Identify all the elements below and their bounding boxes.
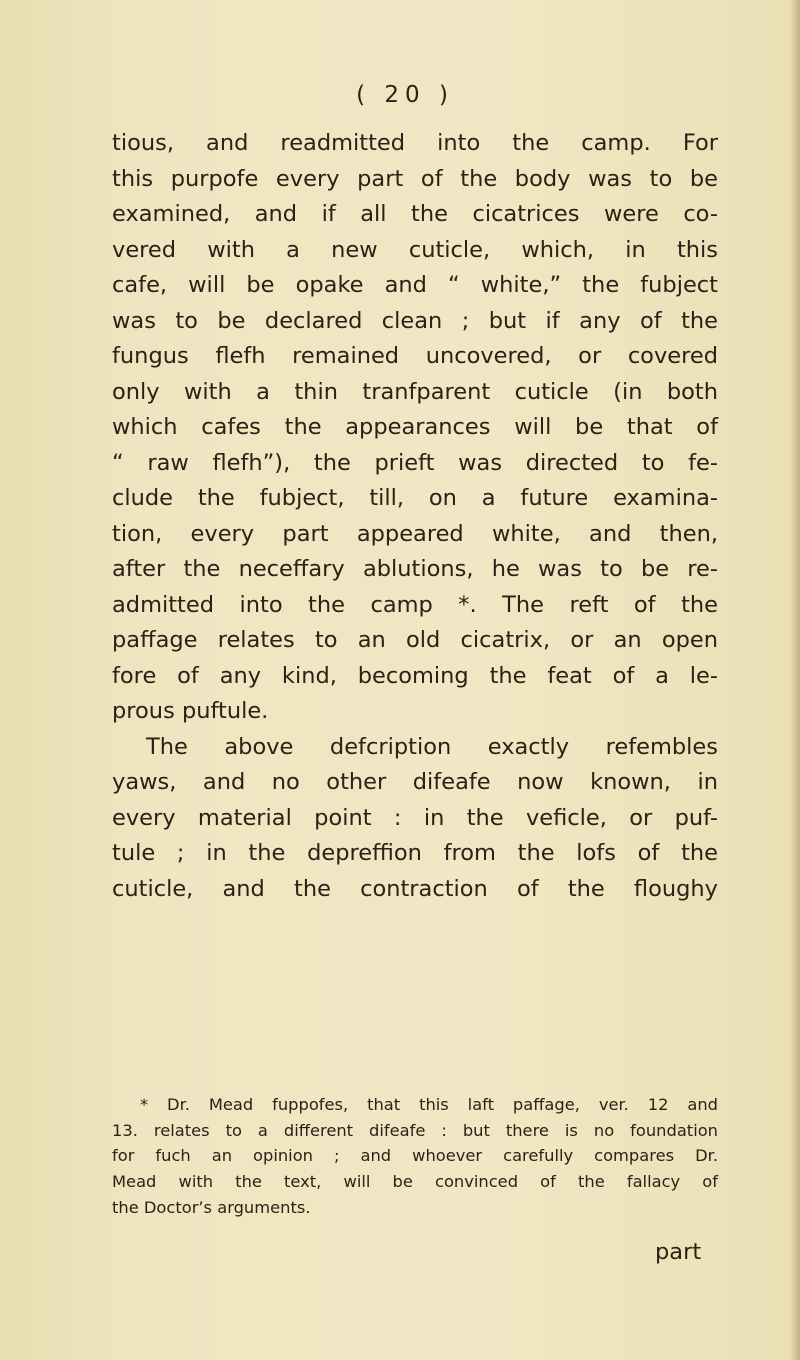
text-line: cuticle, and the contraction of the floughy [112, 875, 718, 902]
text-line: yaws, and no other difeafe now known, in [112, 769, 718, 795]
footnote-block [112, 1092, 718, 1221]
text-line: clude the fubject, till, on a future examina- [112, 485, 718, 511]
page-edge-shadow [790, 0, 800, 1360]
text-line: examined, and if all the cicatrices were co- [112, 201, 718, 227]
paragraph-end-line: prous puftule. [112, 698, 269, 724]
footnote-line: * Dr. Mead fuppofes, that this laft paffage, ver. 12 and [140, 1095, 718, 1114]
page-number-header: ( 20 ) [356, 82, 454, 108]
paragraph-start-line: The above defcription exactly refembles [146, 733, 718, 760]
catchword: part [655, 1239, 702, 1265]
text-line: after the neceffary ablutions, he was to be re- [112, 556, 718, 582]
text-line: this purpofe every part of the body was to be [112, 165, 718, 192]
text-line: vered with a new cuticle, which, in this [112, 236, 718, 263]
text-line: fore of any kind, becoming the feat of a le- [112, 662, 718, 689]
text-line: paffage relates to an old cicatrix, or an open [112, 627, 718, 653]
text-line: admitted into the camp *. The reft of the [112, 591, 718, 618]
text-line: every material point : in the veficle, or puf- [112, 804, 718, 831]
text-line: tule ; in the depreffion from the lofs of the [112, 840, 718, 866]
text-line: cafe, will be opake and “ white,” the fubject [112, 272, 718, 298]
footnote-line: for fuch an opinion ; and whoever carefully compares Dr. [112, 1146, 718, 1166]
text-line: tion, every part appeared white, and then, [112, 520, 718, 547]
text-line: was to be declared clean ; but if any of the [112, 307, 718, 334]
text-line: tious, and readmitted into the camp. For [112, 130, 718, 156]
footnote-line: the Doctor’s arguments. [112, 1197, 311, 1217]
footnote-line: 13. relates to a different difeafe : but there is no foundation [112, 1120, 718, 1140]
main-text-block [112, 126, 718, 907]
text-line: “ raw flefh”), the prieft was directed to fe- [112, 449, 718, 476]
text-line: fungus flefh remained uncovered, or covered [112, 343, 718, 369]
text-line: which cafes the appearances will be that of [112, 414, 718, 440]
text-line: only with a thin tranfparent cuticle (in both [112, 378, 718, 405]
footnote-line: Mead with the text, will be convinced of the fallacy of [112, 1172, 718, 1192]
